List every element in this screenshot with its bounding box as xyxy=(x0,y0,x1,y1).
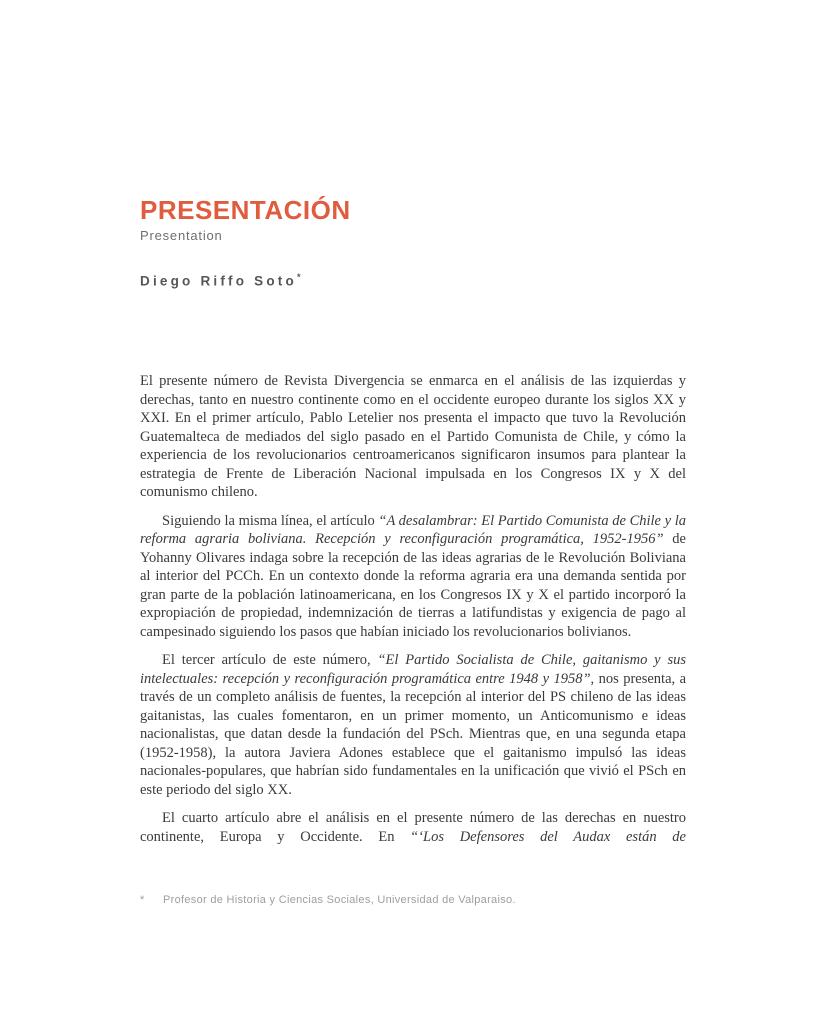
paragraph xyxy=(140,372,686,502)
page-title: PRESENTACIÓN xyxy=(140,195,351,225)
paragraph-text: El cuarto artículo abre el análisis en el presente número de las derechas en nuestro continente, Europa y Occidente. En xyxy=(140,810,686,845)
paragraph-text: Siguiendo la misma línea, el artículo xyxy=(162,512,379,529)
doc-header xyxy=(140,196,351,244)
paragraph-text: de Yohanny Olivares indaga sobre la recepción de las ideas agrarias de le Revolución Boliviana al interior del PCCh. En un contexto donde la reforma agraria era una demanda sentida por gran parte de la población latinoamericana, en los Congresos IX y X el partido incorporó la expropiación de propiedad, indemnización de tierras a latifundistas y exigencia de pago al campesinado siguiendo los pasos que habían iniciado los revolucionarios bolivianos. xyxy=(140,531,686,640)
footnote-mark: * xyxy=(140,894,145,906)
article-title-italic: “‘Los Defensores del Audax están de xyxy=(410,828,686,845)
author-footnote-mark: * xyxy=(296,272,301,282)
article-title-italic: “El Partido Socialista de Chile, gaitanismo y sus intelectuales: recepción y reconfiguración programática entre 1948 y 1958” xyxy=(140,652,686,687)
paragraph xyxy=(140,809,686,846)
footnote-text: Profesor de Historia y Ciencias Sociales, Universidad de Valparaiso. xyxy=(163,894,516,906)
article-title-italic: “A desalambrar: El Partido Comunista de Chile y la reforma agraria boliviana. Recepción y reconfiguración programática, 1952-1956” xyxy=(140,512,686,547)
page-subtitle: Presentation xyxy=(140,228,223,243)
paragraph-text: El tercer artículo de este número, xyxy=(162,652,378,668)
paragraph-text: , nos presenta, a través de un completo análisis de fuentes, la recepción al interior del PS chileno de las ideas gaitanistas, las cuales fomentaron, en un primer momento, un Anticomunismo e ideas nacionalistas, que datan desde la fundación del PSch. Mientras que, en una segunda etapa (1952-1958), la autora Javiera Adones establece que el gaitanismo impulsó las ideas nacionales-populares, que habrían sido fundamentales en la unificación que vivió el PSch en este periodo del siglo XX. xyxy=(140,670,686,798)
footnote xyxy=(140,893,686,907)
paragraph xyxy=(140,651,686,799)
paragraph-text: El presente número de Revista Divergencia se enmarca en el análisis de las izquierdas y derechas, tanto en nuestro continente como en el occidente europeo durante los siglos XX y XXI. En el primer artículo, Pablo Letelier nos presenta el impacto que tuvo la Revolución Guatemalteca de mediados del siglo pasado en el Partido Comunista de Chile, y cómo la experiencia de los revolucionarios centroamericanos significaron insumos para plantear la estrategia de Frente de Liberación Nacional impulsada en los Congresos IX y X del comunismo chileno. xyxy=(140,373,686,500)
author-name: Diego Riffo Soto xyxy=(140,273,297,289)
body-paragraphs xyxy=(140,372,686,846)
paragraph xyxy=(140,512,686,642)
author-line xyxy=(140,272,300,289)
